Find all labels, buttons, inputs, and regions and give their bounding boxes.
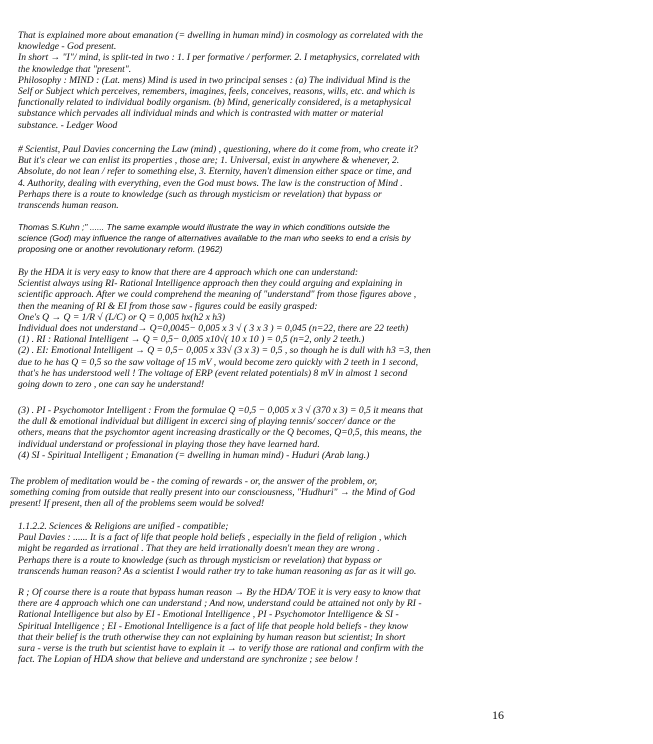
text-line: # Scientist, Paul Davies concerning the Law (mind) , questioning, where do it come from, who create it? bbox=[18, 144, 418, 155]
text-line: the knowledge that "present". bbox=[18, 63, 132, 75]
text-line: The problem of meditation would be - the coming of rewards - or, the answer of the problem, or, bbox=[10, 476, 378, 487]
page-number: 16 bbox=[492, 708, 504, 722]
text-line: others, means that the psychomtor agent increasing drastically or the Q becomes, Q=0,5, this means, the bbox=[18, 427, 422, 439]
text-line: (4) SI - Spiritual Intelligent ; Emanation (= dwelling in human mind) - Huduri (Arab lang.) bbox=[18, 449, 370, 461]
section-1122 bbox=[18, 521, 618, 577]
text-line: the dull & emotional individual but dilligent in excerci sing of playing tennis/ soccer/ dance or the bbox=[18, 416, 396, 428]
text-line: there are 4 approach which one can understand ; And now, understand could be attained not only by RI - bbox=[18, 598, 422, 610]
text-line: But it's clear we can enlist its properties , those are; 1. Universal, exist in anywhere & whenever, 2. bbox=[18, 155, 400, 167]
paragraph-emanation-intro bbox=[18, 30, 618, 131]
text-line: substance. - Ledger Wood bbox=[18, 119, 118, 131]
text-line: Self or Subject which perceives, remembers, imagines, feels, conceives, reasons, wills, etc. and which is bbox=[18, 86, 415, 98]
paragraph-hda-approach bbox=[18, 267, 618, 390]
text-line: Perhaps there is a route to knowledge (such as through mysticism or revelation) that bypass or bbox=[18, 554, 382, 566]
paragraph-r-answer bbox=[18, 587, 618, 665]
text-line: that's he has understood well ! The voltage of ERP (event related potentials) 8 mV in almost 1 second bbox=[18, 367, 408, 379]
text-line: might be regarded as irrational . That they are held irrationally doesn't mean they are wrong . bbox=[18, 543, 380, 555]
text-line: science (God) may influence the range of alternatives available to the man who seeks to end a crisis by bbox=[18, 233, 411, 244]
text-line: transcends human reason? As a scientist I would rather try to take human reasoning as far as it will go. bbox=[18, 565, 417, 577]
formula-line: (1) . RI : Rational Intelligent → Q = 0,5− 0,005 x10√( 10 x 10 ) = 0,5 (n=2, only 2 teeth.) bbox=[18, 334, 365, 346]
paragraph-pi-si bbox=[18, 405, 618, 461]
text-line: proposing one or another revolutionary reform. (1962) bbox=[18, 244, 223, 255]
text-line: That is explained more about emanation (= dwelling in human mind) in cosmology as correlated with the bbox=[18, 30, 423, 41]
paragraph-paul-davies bbox=[18, 144, 618, 211]
paragraph-meditation bbox=[10, 476, 610, 510]
formula-line: (2) . EI: Emotional Intelligent → Q = 0,5− 0,005 x 33√ (3 x 3) = 0,5 , so though he is dull with h3 =3, then bbox=[18, 345, 431, 357]
text-line: transcends human reason. bbox=[18, 200, 119, 212]
text-line: 4. Authority, dealing with everything, even the God must bows. The law is the construction of Mind . bbox=[18, 177, 403, 189]
text-line: Perhaps there is a route to knowledge (such as through mysticism or revelation) that bypass or bbox=[18, 188, 382, 200]
quote-kuhn bbox=[18, 222, 618, 256]
text-line: sura - verse is the truth but scientist have to explain it → to verify those are rational and confirm with the bbox=[18, 643, 424, 655]
text-line: individual understand or professional in playing those they have learned hard. bbox=[18, 438, 320, 450]
text-line: Scientist always using RI- Rational Intelligence approach then they could arguing and explaining in bbox=[18, 278, 403, 290]
text-line: knowledge - God present. bbox=[18, 41, 117, 53]
text-line: present! If present, then all of the problems seem would be solved! bbox=[10, 498, 265, 510]
text-line: Absolute, do not lean / refer to something else, 3. Eternity, haven't dimension either space or time, and bbox=[18, 166, 412, 178]
text-line: something coming from outside that really present into our consciousness, "Hudhuri" → the Mind of God bbox=[10, 487, 416, 499]
text-line: that their belief is the truth otherwise they can not explaining by human reason but scientist; In short bbox=[18, 631, 406, 643]
text-line: R ; Of course there is a route that bypass human reason → By the HDA/ TOE it is very easy to know that bbox=[18, 587, 421, 598]
formula-line: One's Q → Q = 1/R √ (L/C) or Q = 0,005 hx(h2 x h3) bbox=[18, 311, 226, 323]
text-line: substance which pervades all individual minds and which is contrasted with matter or material bbox=[18, 108, 384, 120]
section-heading: 1.1.2.2. Sciences & Religions are unified - compatible; bbox=[18, 521, 229, 532]
text-line: due to he has Q = 0,5 so the saw voltage of 15 mV , would become zero quickly with 2 teeth in 1 second, bbox=[18, 356, 419, 368]
text-line: going down to zero , one can say he understand! bbox=[18, 379, 205, 391]
text-line: fact. The Lopian of HDA show that believe and understand are synchronize ; see below ! bbox=[18, 654, 359, 666]
text-line: Rational Intelligence but also by EI - Emotional Intelligence , PI - Psychomotor Intelligence & SI - bbox=[18, 609, 399, 621]
text-line: Spiritual Intelligence ; EI - Emotional Intelligence is a fact of life that people hold beliefs - they know bbox=[18, 620, 409, 632]
text-line: Philosophy : MIND : (Lat. mens) Mind is used in two principal senses : (a) The individual Mind is the bbox=[18, 74, 411, 86]
text-line: Paul Davies : ...... It is a fact of life that people hold beliefs , especially in the field of religion , which bbox=[18, 532, 407, 544]
text-line: scientific approach. After we could comprehend the meaning of "understand" from those figures above , bbox=[18, 289, 417, 301]
text-line: then the meaning of RI & EI from those saw - figures could be easily grasped: bbox=[18, 300, 318, 312]
text-line: functionally related to individual bodily organism. (b) Mind, generically considered, is a metaphysical bbox=[18, 97, 412, 109]
text-line: (3) . PI - Psychomotor Intelligent : From the formulae Q =0,5 − 0,005 x 3 √ (370 x 3) = 0,5 it means that bbox=[18, 405, 423, 416]
text-line: In short → "I"/ mind, is split-ted in two : 1. I per formative / performer. 2. I metaphysics, correlated with bbox=[18, 52, 420, 64]
text-line: By the HDA it is very easy to know that there are 4 approach which one can understand: bbox=[18, 267, 359, 278]
formula-line: Individual does not understand→ Q=0,0045− 0,005 x 3 √ ( 3 x 3 ) = 0,045 (n=22, there are 22 teeth) bbox=[18, 323, 409, 335]
text-line: Thomas S.Kuhn ;" ...... The same example would illustrate the way in which conditions outside the bbox=[18, 222, 390, 232]
